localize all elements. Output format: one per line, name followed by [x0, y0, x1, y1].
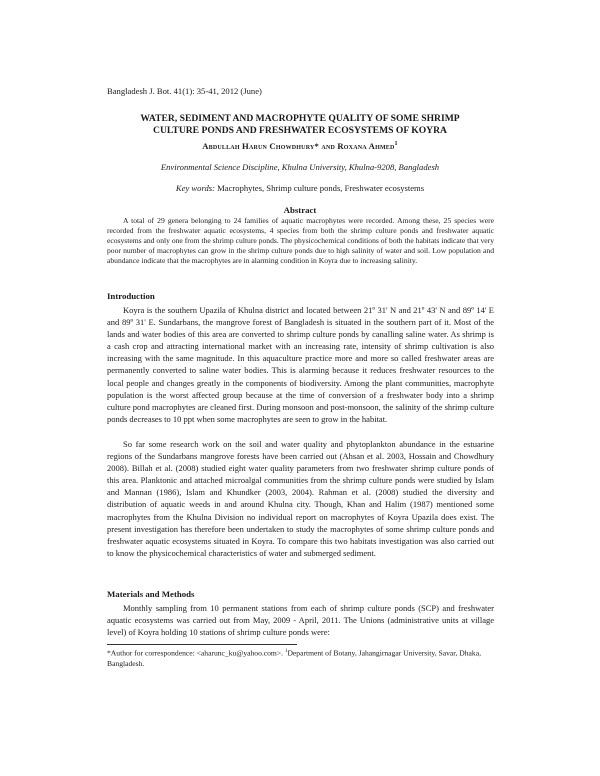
footnote — [107, 647, 494, 670]
author-2: Roxana Ahmed — [337, 141, 395, 151]
methods-paragraph-1: Monthly sampling from 10 permanent stations from each of shrimp culture ponds (SCP) and freshwater aquatic ecosystems was carried out from May, 2009 - April, 2011. The Unions (administrative units at village level) of Koyra holding 10 stations of shrimp culture ponds were: — [107, 603, 494, 638]
introduction-paragraph-2: So far some research work on the soil and water quality and phytoplankton abundance in the estuarine regions of the Sundarbans mangrove forests have been carried out (Ahsan et al. 2003, Hossain and Chowdhury 2008). Billah et al. (2008) studied eight water quality parameters from two freshwater shrimp culture ponds of this area. Planktonic and attached microalgal communities from the shrimp culture ponds were studied by Islam and Mannan (1986), Islam and Khundker (2003, 2004). Rahman et al. (2008) studied the diversity and distribution of aquatic weeds in and around Khulna city. Though, Khan and Halim (1987) mentioned some macrophytes from the Khulna Division no individual report on macrophytes of Koyra Upazila does exist. The present investigation has therefore been undertaken to study the macrophytes of some shrimp culture ponds and freshwater aquatic ecosystems situated in Koyra. To compare this two habitats investigation was also carried out to know the physicochemical characteristics of water and submerged sediment. — [107, 439, 494, 558]
keywords-line — [80, 183, 520, 193]
affiliation: Environmental Science Discipline, Khulna University, Khulna-9208, Bangladesh — [160, 162, 440, 172]
author-conjunction: and — [321, 141, 336, 151]
keywords-value: Macrophytes, Shrimp culture ponds, Freshwater ecosystems — [217, 183, 425, 193]
footnote-department: Department of Botany, Jahangirnagar University, Savar, Dhaka, Bangladesh. — [107, 648, 481, 669]
paper-title — [100, 113, 500, 137]
methods-heading: Materials and Methods — [107, 589, 195, 599]
title-line-2: CULTURE PONDS AND FRESHWATER ECOSYSTEMS OF KOYRA — [153, 125, 447, 136]
abstract-text: A total of 29 genera belonging to 24 families of aquatic macrophytes were recorded. Among these, 25 species were recorded from the freshwater aquatic ecosystems, 4 species from both the shrimp culture ponds and freshwater aquatic ecosystems and only one from the shrimp culture ponds. The physicochemical conditions of both the habitats indicate that very poor number of macrophytes can grow in the shrimp culture ponds due to high salinity of water and soil. Low population and abundance indicate that the macrophytes are in alarming condition in Koyra due to increasing salinity. — [107, 216, 494, 265]
footnote-divider — [107, 644, 297, 645]
introduction-heading: Introduction — [107, 291, 155, 301]
keywords-label: Key words: — [175, 183, 215, 193]
footnote-mark: 1 — [284, 649, 288, 654]
footnote-correspondence: *Author for correspondence: <aharunc_ku@yahoo.com>. — [107, 648, 285, 658]
author-1: Abdullah Harun Chowdhury* — [202, 141, 320, 151]
title-line-1: WATER, SEDIMENT AND MACROPHYTE QUALITY OF SOME SHRIMP — [140, 113, 460, 124]
author-2-mark: 1 — [394, 141, 398, 148]
introduction-paragraph-1: Koyra is the southern Upazila of Khulna district and located between 21º 31' N and 21º 43' N and 89º 14' E and 89º 31' E. Sundarbans, the mangrove forest of Bangladesh is situated in the southern part of it. Most of the lands and water bodies of this area are converted to shrimp culture ponds by canalling saline water. As shrimp is a cash crop and attracting international market with an increasing rate, intensity of shrimp cultivation is also increasing with the same magnitude. In this aquaculture practice more and more so called freshwater areas are permanently converted to saline water bodies. This is alarming because it reduces freshwater resources to the local people and changes greatly in the components of biodiversity. Among the plant communities, macrophyte population is the worst affected group because at the time of conversion of a freshwater body into a shrimp culture pond macrophytes are cleaned first. During monsoon and post-monsoon, the salinity of the shrimp culture ponds decreases to 10 ppt when some macrophytes are seen to grow in the habitat. — [107, 305, 494, 424]
author-list — [100, 141, 500, 151]
abstract-heading: Abstract — [283, 205, 317, 215]
journal-citation: Bangladesh J. Bot. 41(1): 35-41, 2012 (June) — [107, 86, 262, 96]
